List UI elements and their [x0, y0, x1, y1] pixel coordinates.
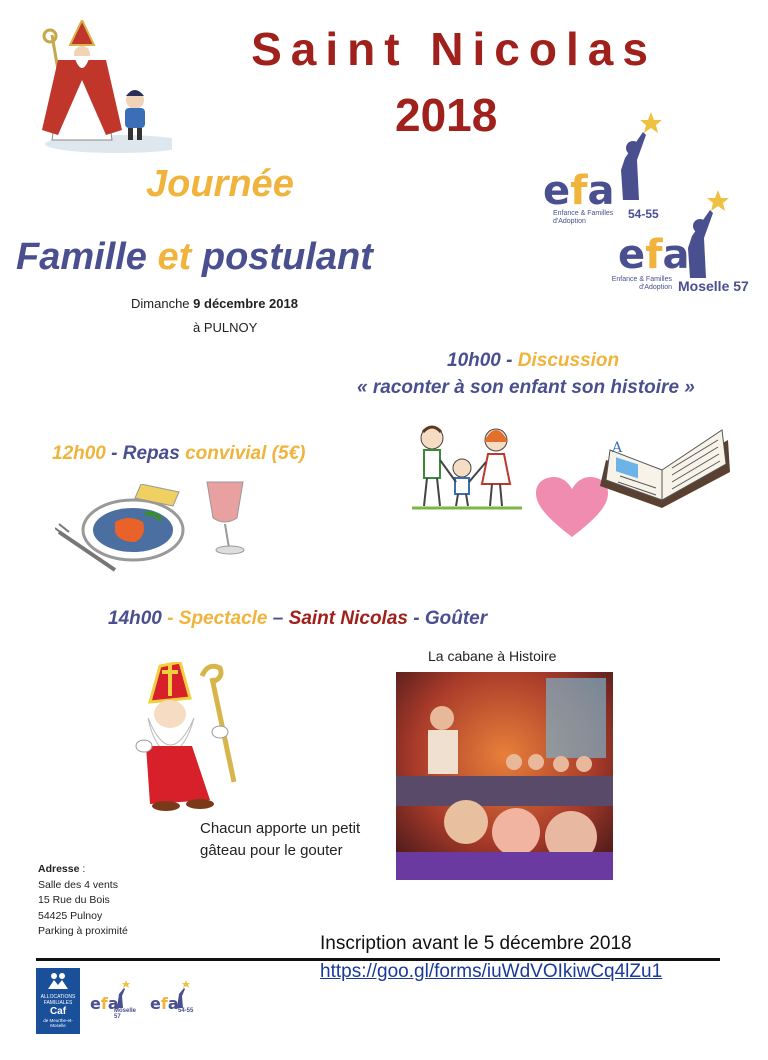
event-2-convivial: convivial (5€): [185, 443, 306, 464]
subtitle-postulant: postulant: [201, 236, 373, 278]
event-3-dash-3: -: [413, 608, 420, 629]
cabane-photo: [396, 672, 613, 880]
address-line-3: 54425 Pulnoy: [38, 909, 103, 922]
subtitle-journee: Journée: [146, 163, 294, 205]
note-gateau: [200, 818, 360, 862]
family-drawing: [412, 424, 522, 514]
efa-small-number: Moselle 57: [114, 1008, 137, 1020]
event-3-dash-2: –: [272, 608, 284, 629]
cabane-label: La cabane à Histoire: [428, 648, 557, 664]
address-line-2: 15 Rue du Bois: [38, 894, 110, 906]
efa2-subtitle: Enfance & Familles d'Adoption: [611, 276, 672, 291]
subtitle-et: et: [157, 236, 192, 278]
page-title: Saint Nicolas: [251, 23, 657, 75]
efa-letters: efa: [90, 994, 119, 1013]
address-label-row: Adresse :: [38, 863, 86, 875]
event-place: à PULNOY: [193, 320, 258, 335]
event-1-dash: -: [506, 350, 513, 371]
date-bold: 9 décembre 2018: [193, 296, 298, 311]
event-date: [131, 296, 298, 311]
address-block: [38, 862, 128, 940]
efa1-number: 54-55: [628, 207, 659, 221]
efa-small-number: 54-55: [178, 1008, 194, 1014]
event-2-time: 12h00: [52, 443, 106, 464]
open-book-icon: [600, 420, 732, 510]
caf-people-icon: [46, 971, 70, 989]
caf-sub: de Meurthe-et-Moselle: [43, 1018, 73, 1028]
subtitle-famille: Famille: [16, 236, 147, 278]
note-line-1: Chacun apporte un petit: [200, 820, 361, 837]
event-3-spectacle: Spectacle: [178, 608, 268, 629]
book-letter-a: A: [612, 440, 623, 456]
event-1-title: Discussion: [517, 350, 620, 371]
efa-54-55-small-logo: [150, 980, 200, 1020]
efa1-subtitle: Enfance & Familles d'Adoption: [553, 210, 614, 225]
event-1-time: 10h00: [447, 350, 501, 371]
page-title-year: 2018: [395, 89, 498, 141]
event-3-time: 14h00: [108, 608, 162, 629]
event-2-repas: Repas: [122, 443, 180, 464]
event-3-heading: [108, 608, 487, 630]
plate-meal-illustration: [55, 484, 185, 576]
event-2-heading: [52, 443, 305, 465]
event-1-heading: [447, 350, 619, 372]
efa-letters: efa: [618, 232, 690, 278]
saint-nicolas-cartoon: [130, 662, 246, 812]
event-3-dash: -: [167, 608, 174, 629]
efa2-number: Moselle 57: [678, 278, 749, 294]
efa-moselle-logo: [590, 188, 750, 303]
date-day: Dimanche: [131, 296, 190, 311]
address-line-1: Salle des 4 vents: [38, 878, 118, 891]
efa-letters: efa: [543, 168, 615, 214]
address-label: Adresse: [38, 863, 80, 875]
efa-moselle-small-logo: [90, 980, 140, 1020]
event-1-quote: « raconter à son enfant son histoire »: [357, 377, 695, 398]
inscription-link[interactable]: https://goo.gl/forms/iuWdVOIkiwCq4lZu1: [320, 961, 663, 982]
event-3-saint-nicolas: Saint Nicolas: [288, 608, 408, 629]
heart-icon: [536, 477, 608, 539]
note-line-2: gâteau pour le gouter: [200, 842, 343, 859]
inscription-text: Inscription avant le 5 décembre 2018: [320, 933, 632, 954]
event-3-gouter: Goûter: [424, 608, 488, 629]
subtitle-famille-postulant: [16, 236, 373, 279]
wine-glass-icon: [203, 480, 249, 556]
event-2-dash: -: [111, 443, 118, 464]
caf-name: Caf: [49, 1006, 67, 1017]
address-line-4: Parking à proximité: [38, 925, 128, 937]
efa-letters: efa: [150, 994, 179, 1013]
caf-logo: [36, 968, 80, 1034]
caf-text: ALLOCATIONS FAMILIALES: [40, 994, 76, 1006]
